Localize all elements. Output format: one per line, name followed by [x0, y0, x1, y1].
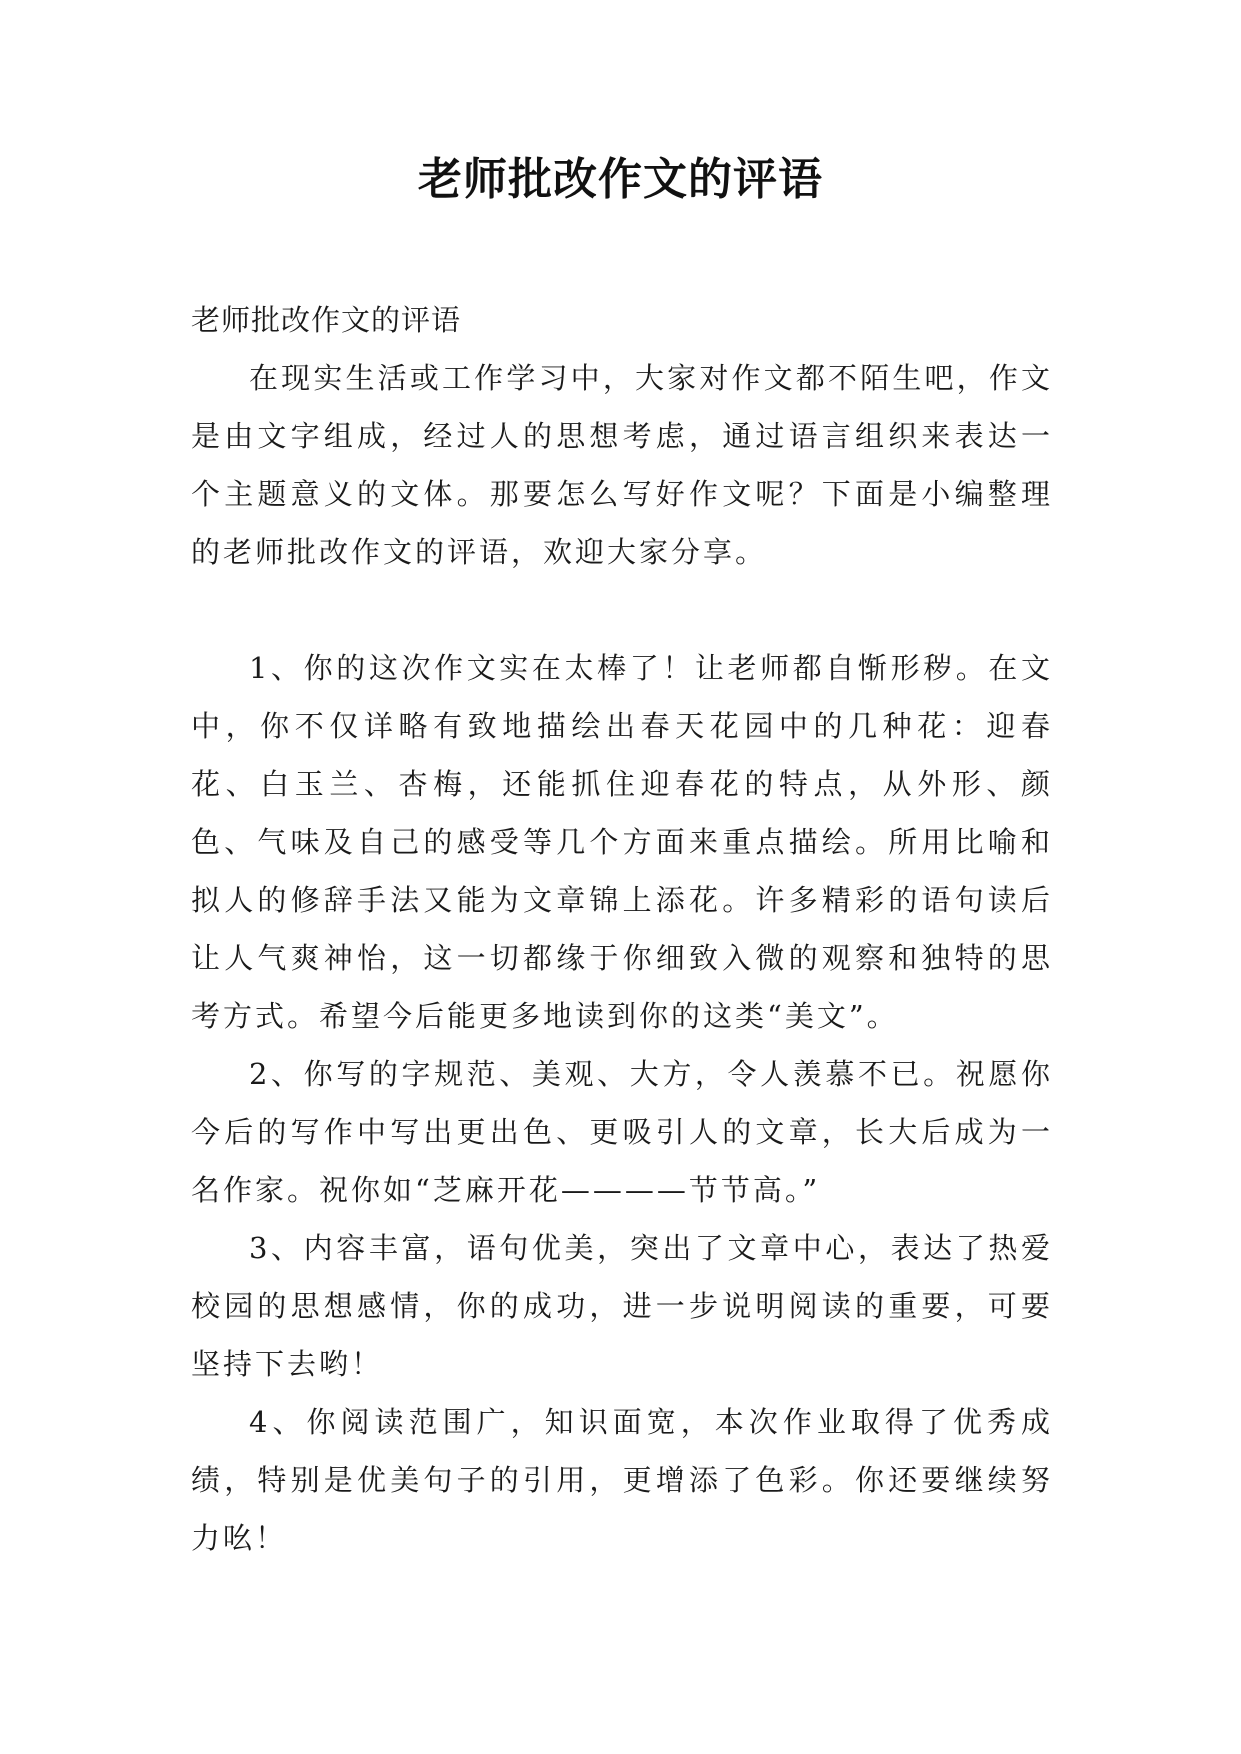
- comment-paragraph-4: 4、你阅读范围广，知识面宽，本次作业取得了优秀成绩，特别是优美句子的引用，更增添了色彩。你还要继续努力吆！: [191, 1405, 1053, 1555]
- comment-paragraph-1: 1、你的这次作文实在太棒了！让老师都自惭形秽。在文中，你不仅详略有致地描绘出春天花园中的几种花：迎春花、白玉兰、杏梅，还能抓住迎春花的特点，从外形、颜色、气味及自己的感受等几个方面来重点描绘。所用比喻和拟人的修辞手法又能为文章锦上添花。许多精彩的语句读后让人气爽神怡，这一切都缘于你细致入微的观察和独特的思考方式。希望今后能更多地读到你的这类“美文”。: [191, 651, 1053, 1033]
- document-subtitle: 老师批改作文的评语: [191, 303, 462, 337]
- document-body: [191, 291, 1053, 1567]
- document-title: 老师批改作文的评语: [418, 154, 823, 205]
- intro-paragraph: 在现实生活或工作学习中，大家对作文都不陌生吧，作文是由文字组成，经过人的思想考虑，通过语言组织来表达一个主题意义的文体。那要怎么写好作文呢？下面是小编整理的老师批改作文的评语，欢迎大家分享。: [191, 361, 1053, 569]
- comment-paragraph-3: 3、内容丰富，语句优美，突出了文章中心，表达了热爱校园的思想感情，你的成功，进一步说明阅读的重要，可要坚持下去哟！: [191, 1231, 1053, 1381]
- comment-paragraph-2: 2、你写的字规范、美观、大方，令人羡慕不已。祝愿你今后的写作中写出更出色、更吸引人的文章，长大后成为一名作家。祝你如“芝麻开花————节节高。”: [191, 1057, 1053, 1207]
- paragraph-gap: [191, 581, 1053, 639]
